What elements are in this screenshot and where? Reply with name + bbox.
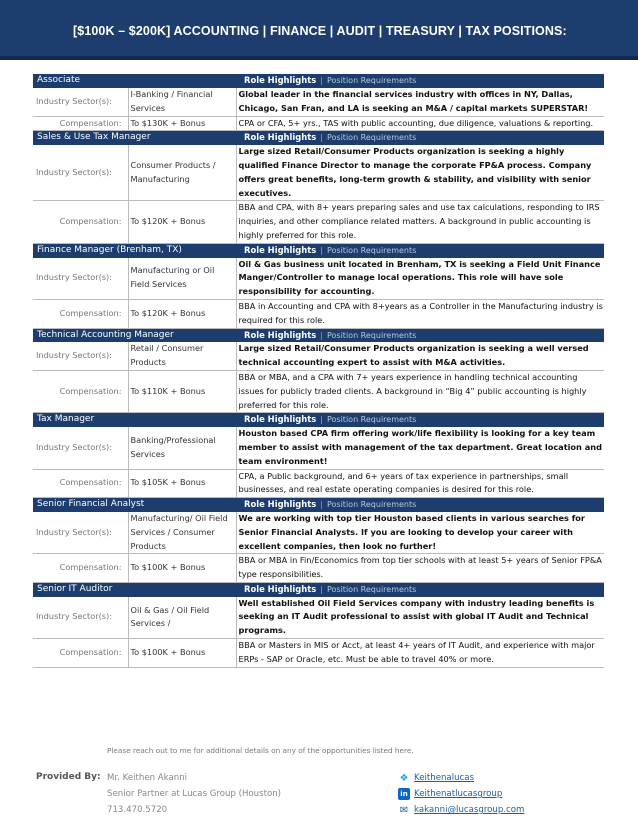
position-title: Technical Accounting Manager xyxy=(33,328,236,342)
industry-sector-value: Manufacturing or Oil Field Services xyxy=(128,258,236,300)
header-separator: | xyxy=(320,329,323,340)
position-requirements: BBA or MBA, and a CPA with 7+ years experience in handling technical accounting issues for publicly traded clients. A background in “Big 4” public accounting is highly preferred for this role. xyxy=(236,370,604,412)
role-highlight: Large sized Retail/Consumer Products organization is seeking a well versed technical accounting expert to assist with M&A activities. xyxy=(236,342,604,370)
twitter-icon: ❖ xyxy=(399,772,409,784)
role-highlights-label: Role Highlights xyxy=(244,329,317,340)
position-header xyxy=(33,243,604,257)
compensation-row xyxy=(33,299,604,328)
position-requirements: BBA in Accounting and CPA with 8+years as a Controller in the Manufacturing industry is required for this role. xyxy=(236,299,604,328)
linkedin-row xyxy=(398,786,524,802)
industry-sector-label: Industry Sector(s): xyxy=(33,342,128,370)
compensation-row xyxy=(33,469,604,498)
contact-note: Please reach out to me for additional details on any of the opportunities listed here. xyxy=(107,746,414,755)
compensation-row xyxy=(33,639,604,668)
position-header-labels xyxy=(236,328,604,342)
header-separator: | xyxy=(320,583,323,594)
position-header-labels xyxy=(236,74,604,88)
industry-sector-label: Industry Sector(s): xyxy=(33,258,128,300)
position-requirements: CPA or CFA, 5+ yrs., TAS with public accounting, due diligence, valuations & reporting. xyxy=(236,116,604,131)
industry-sector-label: Industry Sector(s): xyxy=(33,512,128,554)
position-requirements: BBA and CPA, with 8+ years preparing sales and use tax calculations, responding to IRS inquiries, and other compliance related matters. A background in public accounting is highly preferred for this role. xyxy=(236,201,604,243)
compensation-label: Compensation: xyxy=(33,116,128,131)
header-separator: | xyxy=(320,75,323,86)
position-title: Tax Manager xyxy=(33,413,236,427)
compensation-value: To $100K + Bonus xyxy=(128,554,236,583)
compensation-row xyxy=(33,201,604,243)
compensation-label: Compensation: xyxy=(33,299,128,328)
position-requirements-label: Position Requirements xyxy=(326,584,417,594)
industry-sector-value: Oil & Gas / Oil Field Services / xyxy=(128,597,236,639)
compensation-value: To $130K + Bonus xyxy=(128,116,236,131)
twitter-link[interactable]: Keithenalucas xyxy=(414,773,475,783)
compensation-value: To $105K + Bonus xyxy=(128,469,236,498)
industry-sector-value: Banking/Professional Services xyxy=(128,427,236,469)
email-link[interactable]: kakanni@lucasgroup.com xyxy=(414,805,525,815)
compensation-label: Compensation: xyxy=(33,469,128,498)
contact-phone: 713.470.5720 xyxy=(107,805,168,815)
role-highlights-label: Role Highlights xyxy=(244,414,317,425)
industry-sector-value: I-Banking / Financial Services xyxy=(128,88,236,116)
role-highlight: Global leader in the financial services industry with offices in NY, Dallas, Chicago, San Fran, and LA is seeking an M&A / capital markets SUPERSTAR! xyxy=(236,88,604,116)
contact-links xyxy=(398,770,524,818)
header-separator: | xyxy=(320,244,323,255)
role-highlights-label: Role Highlights xyxy=(244,499,317,510)
position-requirements-label: Position Requirements xyxy=(326,415,417,425)
provided-by-label: Provided By: xyxy=(36,772,101,782)
position-requirements-label: Position Requirements xyxy=(326,500,417,510)
position-requirements: CPA, a Public background, and 6+ years of tax experience in partnerships, small businesses, and real estate operating companies is desired for this role. xyxy=(236,469,604,498)
position-header-labels xyxy=(236,498,604,512)
position-header xyxy=(33,74,604,88)
position-requirements-label: Position Requirements xyxy=(326,133,417,143)
page-title: [$100K – $200K] ACCOUNTING | FINANCE | AUDIT | TREASURY | TAX POSITIONS: xyxy=(73,24,567,38)
sector-row xyxy=(33,342,604,370)
role-highlight: Oil & Gas business unit located in Brenham, TX is seeking a Field Unit Finance Manger/Controller to manage local operations. This role will have sole responsibility for accounting. xyxy=(236,258,604,300)
position-header-labels xyxy=(236,413,604,427)
header-banner xyxy=(0,0,638,60)
position-header-labels xyxy=(236,582,604,596)
position-header xyxy=(33,328,604,342)
position-header xyxy=(33,582,604,596)
linkedin-icon: in xyxy=(398,788,410,800)
position-title: Senior IT Auditor xyxy=(33,582,236,596)
role-highlight: Houston based CPA firm offering work/life flexibility is looking for a key team member to assist with management of the tax department. Great location and team environment! xyxy=(236,427,604,469)
compensation-row xyxy=(33,370,604,412)
role-highlight: Well established Oil Field Services company with industry leading benefits is seeking an IT Audit professional to assist with global IT Audit and Technical programs. xyxy=(236,597,604,639)
position-requirements-label: Position Requirements xyxy=(326,330,417,340)
position-requirements: BBA or Masters in MIS or Acct, at least 4+ years of IT Audit, and experience with major ERPs - SAP or Oracle, etc. Must be able to travel 40% or more. xyxy=(236,639,604,668)
position-title: Finance Manager (Brenham, TX) xyxy=(33,243,236,257)
position-requirements-label: Position Requirements xyxy=(326,245,417,255)
role-highlights-label: Role Highlights xyxy=(244,132,317,143)
compensation-label: Compensation: xyxy=(33,639,128,668)
sector-row xyxy=(33,427,604,469)
contact-name: Mr. Keithen Akanni xyxy=(107,773,188,783)
compensation-row xyxy=(33,554,604,583)
industry-sector-value: Consumer Products / Manufacturing xyxy=(128,145,236,201)
header-separator: | xyxy=(320,499,323,510)
compensation-row xyxy=(33,116,604,131)
sector-row xyxy=(33,88,604,116)
role-highlights-label: Role Highlights xyxy=(244,75,317,86)
sector-row xyxy=(33,258,604,300)
contact-role: Senior Partner at Lucas Group (Houston) xyxy=(107,789,282,799)
position-title: Associate xyxy=(33,74,236,88)
position-requirements: BBA or MBA in Fin/Economics from top tier schools with at least 5+ years of Senior FP&A type responsibilities. xyxy=(236,554,604,583)
industry-sector-label: Industry Sector(s): xyxy=(33,145,128,201)
industry-sector-label: Industry Sector(s): xyxy=(33,88,128,116)
position-header-labels xyxy=(236,131,604,145)
header-separator: | xyxy=(320,132,323,143)
compensation-label: Compensation: xyxy=(33,201,128,243)
sector-row xyxy=(33,597,604,639)
position-requirements-label: Position Requirements xyxy=(326,76,417,86)
position-header xyxy=(33,498,604,512)
industry-sector-value: Manufacturing/ Oil Field Services / Consumer Products xyxy=(128,512,236,554)
compensation-value: To $100K + Bonus xyxy=(128,639,236,668)
sector-row xyxy=(33,512,604,554)
positions-table xyxy=(33,74,604,668)
twitter-row xyxy=(398,770,524,786)
role-highlight: Large sized Retail/Consumer Products organization is seeking a highly qualified Finance Director to manage the corporate FP&A process. Company offers great benefits, long-term growth & stability, and visibility with senior executives. xyxy=(236,145,604,201)
compensation-value: To $120K + Bonus xyxy=(128,201,236,243)
email-row xyxy=(398,802,524,818)
contact-block xyxy=(107,770,281,818)
industry-sector-label: Industry Sector(s): xyxy=(33,427,128,469)
email-icon: ✉ xyxy=(399,804,409,816)
header-separator: | xyxy=(320,414,323,425)
role-highlight: We are working with top tier Houston based clients in various searches for Senior Financial Analysts. If you are looking to develop your career with excellent companies, then look no further! xyxy=(236,512,604,554)
role-highlights-label: Role Highlights xyxy=(244,583,317,594)
sector-row xyxy=(33,145,604,201)
position-title: Sales & Use Tax Manager xyxy=(33,131,236,145)
linkedin-link[interactable]: Keithenatlucasgroup xyxy=(414,789,503,799)
compensation-label: Compensation: xyxy=(33,554,128,583)
industry-sector-label: Industry Sector(s): xyxy=(33,597,128,639)
compensation-value: To $110K + Bonus xyxy=(128,370,236,412)
industry-sector-value: Retail / Consumer Products xyxy=(128,342,236,370)
compensation-label: Compensation: xyxy=(33,370,128,412)
position-header xyxy=(33,131,604,145)
position-header-labels xyxy=(236,243,604,257)
role-highlights-label: Role Highlights xyxy=(244,244,317,255)
compensation-value: To $120K + Bonus xyxy=(128,299,236,328)
position-title: Senior Financial Analyst xyxy=(33,498,236,512)
position-header xyxy=(33,413,604,427)
